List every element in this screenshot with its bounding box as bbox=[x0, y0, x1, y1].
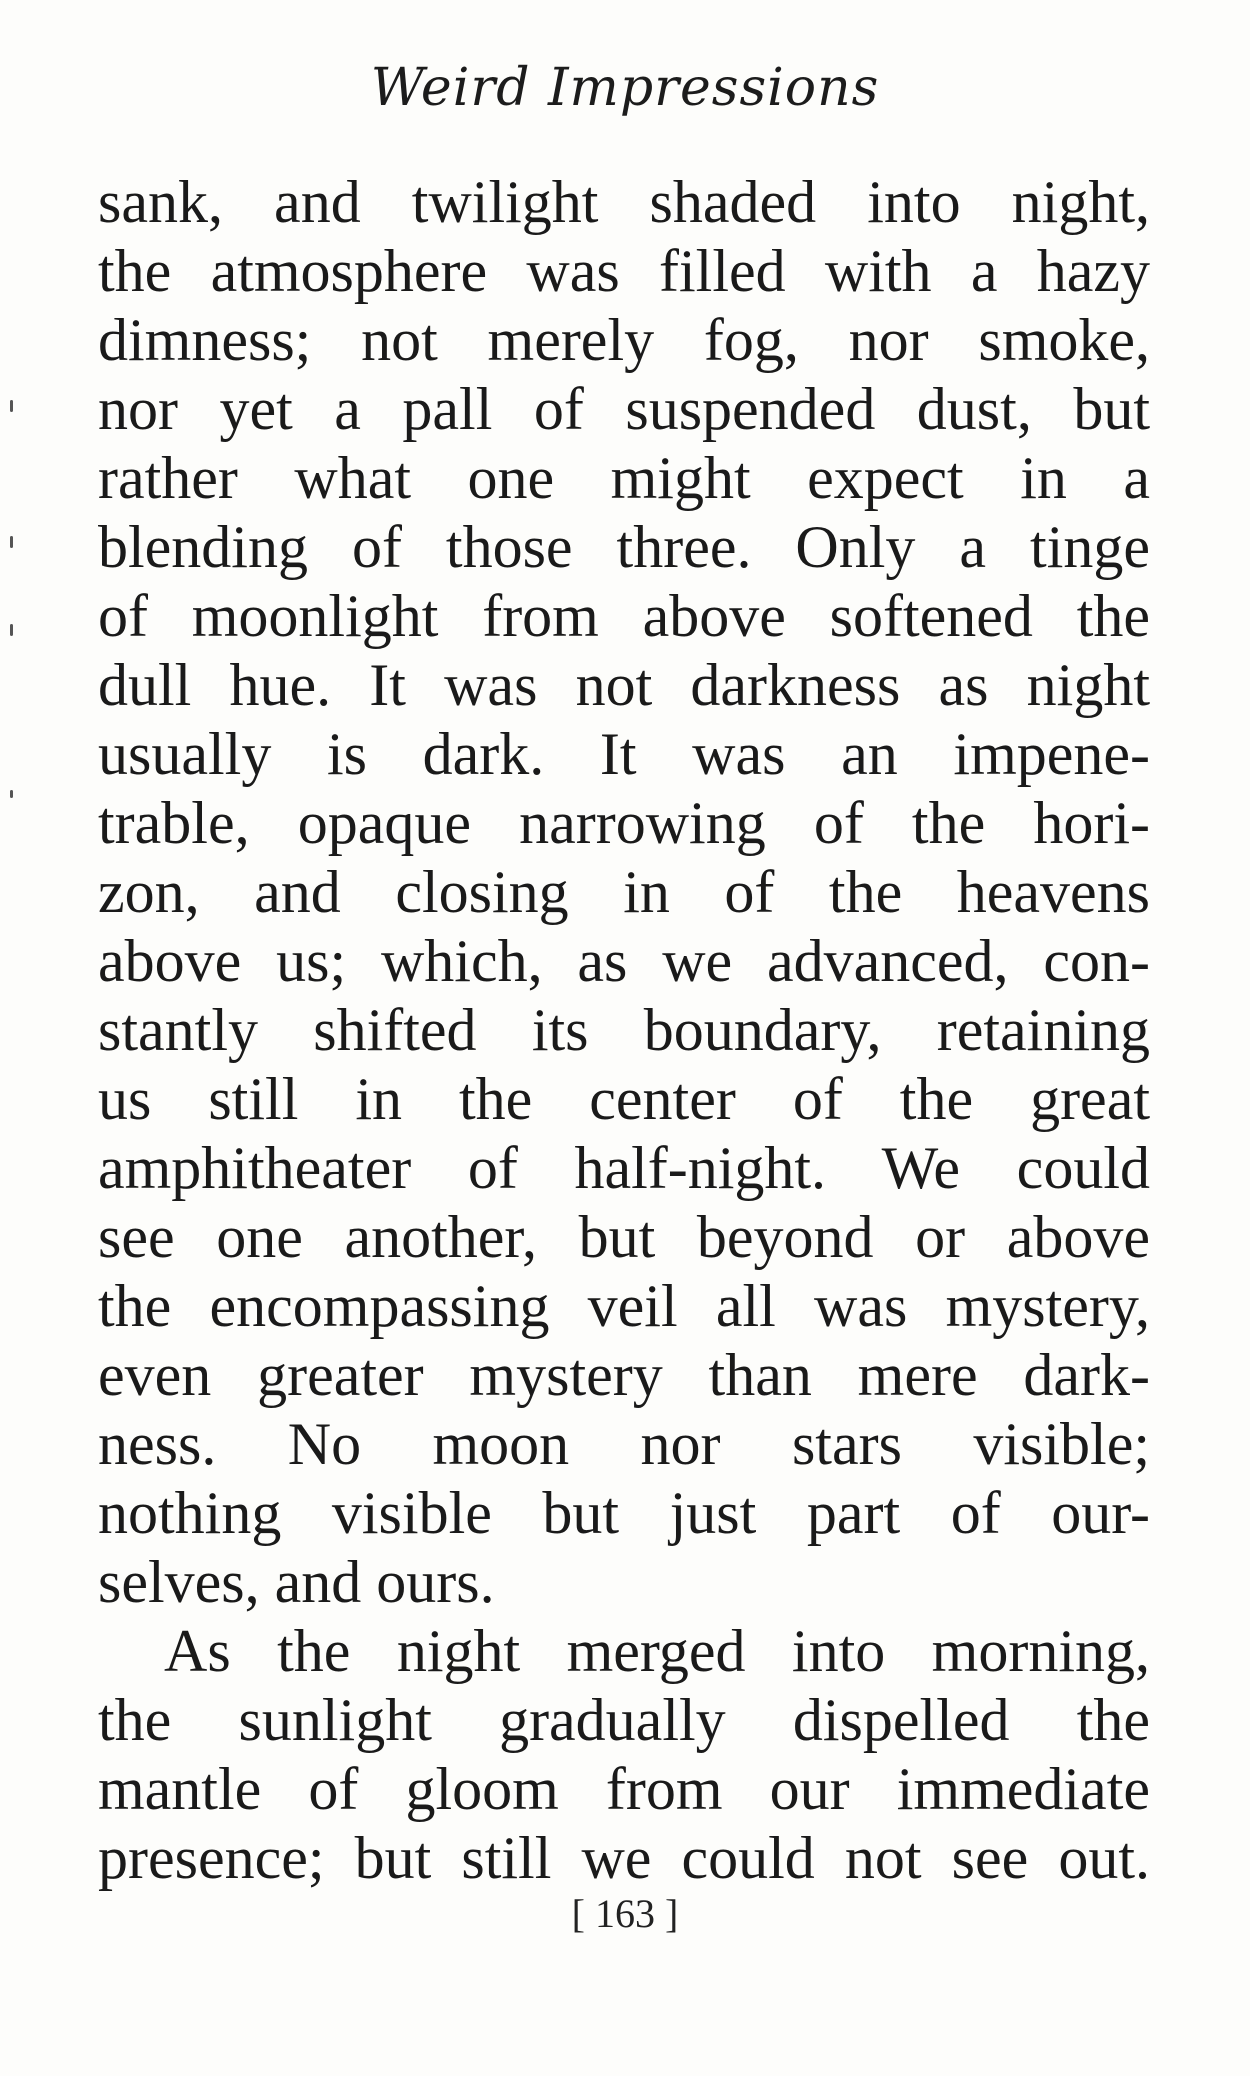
text-line: us still in the center of the great bbox=[98, 1066, 1150, 1132]
text-line: trable, opaque narrowing of the hori- bbox=[98, 790, 1150, 856]
text-line: dimness; not merely fog, nor smoke, bbox=[98, 307, 1150, 373]
text-line: of moonlight from above softened the bbox=[98, 583, 1150, 649]
text-line: usually is dark. It was an impene- bbox=[98, 721, 1150, 787]
text-line: rather what one might expect in a bbox=[98, 445, 1150, 511]
text-line: amphitheater of half-night. We could bbox=[98, 1135, 1150, 1201]
margin-speck bbox=[10, 790, 13, 798]
text-line-paragraph-start: As the night merged into morning, bbox=[164, 1618, 1150, 1684]
text-line: zon, and closing in of the heavens bbox=[98, 859, 1150, 925]
text-line: nor yet a pall of suspended dust, but bbox=[98, 376, 1150, 442]
text-line: ness. No moon nor stars visible; bbox=[98, 1411, 1150, 1477]
text-line: blending of those three. Only a tinge bbox=[98, 514, 1150, 580]
page-number: [ 163 ] bbox=[571, 1891, 679, 1936]
text-line: above us; which, as we advanced, con- bbox=[98, 928, 1150, 994]
text-line-paragraph-end: selves, and ours. bbox=[98, 1549, 495, 1615]
text-line: mantle of gloom from our immediate bbox=[98, 1756, 1150, 1822]
text-line: see one another, but beyond or above bbox=[98, 1204, 1150, 1270]
text-line: the atmosphere was filled with a hazy bbox=[98, 238, 1150, 304]
text-line: nothing visible but just part of our- bbox=[98, 1480, 1150, 1546]
body-text bbox=[98, 168, 1150, 1893]
text-line: presence; but still we could not see out. bbox=[98, 1825, 1150, 1891]
text-line: sank, and twilight shaded into night, bbox=[98, 169, 1150, 235]
text-line: the sunlight gradually dispelled the bbox=[98, 1687, 1150, 1753]
margin-speck bbox=[10, 624, 13, 636]
text-line: even greater mystery than mere dark- bbox=[98, 1342, 1150, 1408]
margin-speck bbox=[10, 536, 13, 548]
running-header: Weird Impressions bbox=[370, 58, 880, 118]
text-line: the encompassing veil all was mystery, bbox=[98, 1273, 1150, 1339]
text-line: dull hue. It was not darkness as night bbox=[98, 652, 1150, 718]
margin-speck bbox=[10, 400, 13, 412]
text-line: stantly shifted its boundary, retaining bbox=[98, 997, 1150, 1063]
